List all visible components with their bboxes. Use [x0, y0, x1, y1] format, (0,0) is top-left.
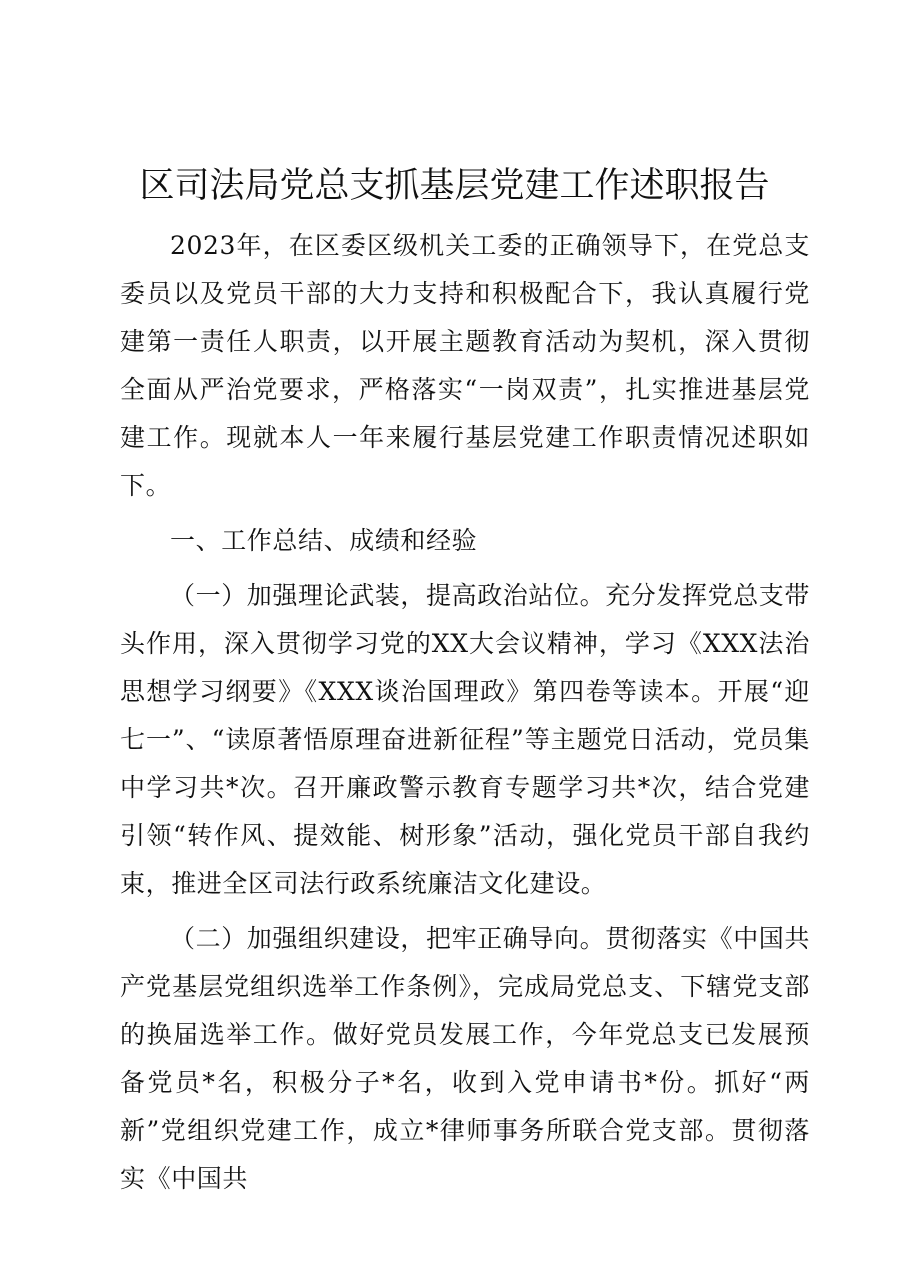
- intro-paragraph: 2023年，在区委区级机关工委的正确领导下，在党总支委员以及党员干部的大力支持和积极配合下，我认真履行党建第一责任人职责，以开展主题教育活动为契机，深入贯彻全面从严治党要求，严格落实“一岗双责”，扎实推进基层党建工作。现就本人一年来履行基层党建工作职责情况述职如下。: [120, 231, 810, 500]
- item-paragraph-2: （二）加强组织建设，把牢正确导向。贯彻落实《中国共产党基层党组织选举工作条例》，完成局党总支、下辖党支部的换届选举工作。做好党员发展工作，今年党总支已发展预备党员*名，积极分子*名，收到入党申请书*份。抓好“两新”党组织党建工作，成立*律师事务所联合党支部。贯彻落实《中国共: [120, 924, 811, 1193]
- section-heading: 一、工作总结、成绩和经验: [170, 526, 478, 555]
- item-paragraph-1: （一）加强理论武装，提高政治站位。充分发挥党总支带头作用，深入贯彻学习党的XX大会议精神，学习《XXX法治思想学习纲要》《XXX谈治国理政》第四卷等读本。开展“迎七一”、“读原著悟原理奋进新征程”等主题党日活动，党员集中学习共*次。召开廉政警示教育专题学习共*次，结合党建引领“转作风、提效能、树形象”活动，强化党员干部自我约束，推进全区司法行政系统廉洁文化建设。: [120, 581, 811, 898]
- document-title: 区司法局党总支抓基层党建工作述职报告: [139, 166, 770, 206]
- document-body: [120, 222, 810, 1210]
